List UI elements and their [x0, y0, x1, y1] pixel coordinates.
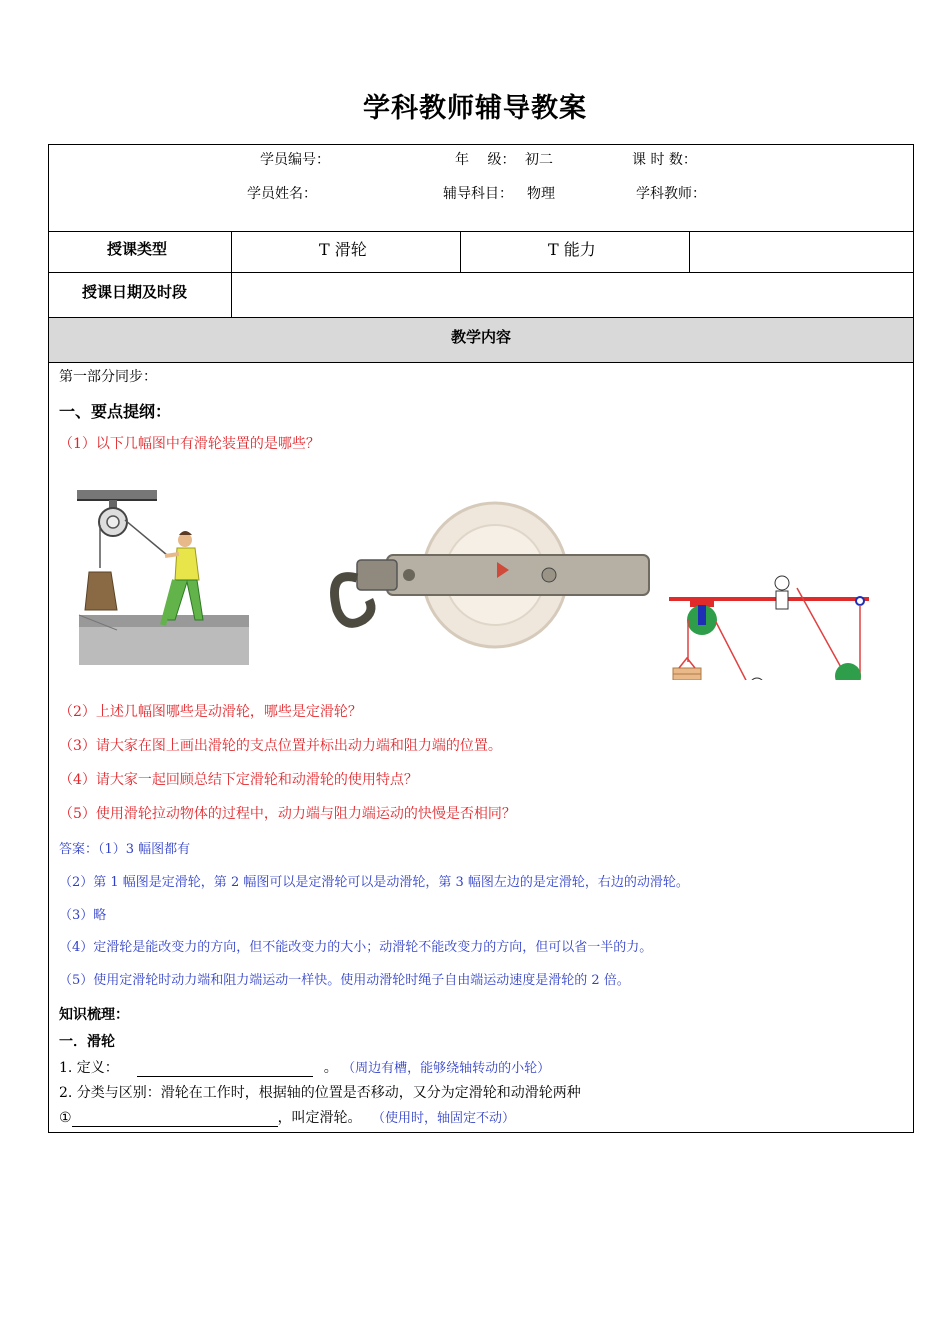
- definition-blank: [137, 1062, 313, 1077]
- knowledge-heading: 知识梳理：: [59, 1007, 129, 1023]
- answer-2: （2）第 1 幅图是定滑轮，第 2 幅图可以是定滑轮可以是动滑轮，第 3 幅图左边的是定滑轮，右边的动滑轮。: [59, 875, 689, 890]
- part-one-label: 第一部分同步：: [59, 369, 157, 385]
- answer-3: （3）略: [59, 908, 107, 923]
- fixed-pulley-blank: [72, 1112, 278, 1127]
- definition-end: 。: [323, 1060, 338, 1076]
- section-pulley-heading: 一．滑轮: [59, 1034, 115, 1050]
- heading-outline: 一、要点提纲：: [59, 402, 172, 421]
- student-id-label: 学员编号：: [260, 152, 330, 168]
- question-3: （3）请大家在图上画出滑轮的支点位置并标出动力端和阻力端的位置。: [59, 738, 502, 754]
- divider: [689, 231, 690, 272]
- type-label: 授课类型: [107, 240, 168, 258]
- subject-label: 辅导科目：: [443, 186, 513, 202]
- page-title: 学科教师辅导教案: [363, 93, 587, 124]
- type-value-2: T 能力: [548, 240, 596, 259]
- fixed-pulley-line: [59, 1107, 515, 1127]
- answer-4: （4）定滑轮是能改变力的方向，但不能改变力的大小；动滑轮不能改变力的方向，但可以省一半的力。: [59, 940, 653, 955]
- fixed-pulley-suffix: ，叫定滑轮。: [277, 1110, 362, 1126]
- question-5: （5）使用滑轮拉动物体的过程中，动力端与阻力端运动的快慢是否相同？: [59, 806, 516, 822]
- teacher-label: 学科教师：: [636, 186, 706, 202]
- grade-value: 初二: [525, 152, 553, 168]
- figure-pulley-block: [335, 503, 650, 647]
- divider: [460, 231, 461, 272]
- divider: [49, 272, 913, 273]
- grade-label: 年 级：: [455, 152, 516, 168]
- divider: [49, 362, 913, 363]
- question-1: （1）以下几幅图中有滑轮装置的是哪些？: [59, 436, 320, 452]
- question-4: （4）请大家一起回顾总结下定滑轮和动滑轮的使用特点？: [59, 772, 418, 788]
- question-2: （2）上述几幅图哪些是动滑轮，哪些是定滑轮？: [59, 704, 362, 720]
- answer-1: 答案：（1）3 幅图都有: [59, 842, 191, 857]
- definition-prefix: 1. 定义：: [59, 1060, 119, 1076]
- definition-hint: （周边有槽，能够绕轴转动的小轮）: [342, 1061, 551, 1076]
- pulley-figures: [57, 470, 897, 680]
- hours-label: 课 时 数：: [632, 152, 697, 168]
- figure-pulley-diagram: [669, 576, 869, 680]
- content-label: 教学内容: [450, 328, 511, 346]
- date-label: 授课日期及时段: [82, 283, 188, 301]
- figure-fixed-pulley-person: [77, 490, 249, 665]
- divider: [49, 231, 913, 232]
- fixed-pulley-hint: （使用时，轴固定不动）: [372, 1111, 516, 1126]
- student-name-label: 学员姓名：: [247, 186, 317, 202]
- answer-5: （5）使用定滑轮时动力端和阻力端运动一样快。使用动滑轮时绳子自由端运动速度是滑轮的 2 倍。: [59, 973, 630, 988]
- fixed-pulley-prefix: ①: [59, 1110, 72, 1126]
- subject-value: 物理: [527, 186, 555, 202]
- lesson-plan-table: [48, 144, 914, 1133]
- divider: [231, 231, 232, 317]
- type-value-1: T 滑轮: [319, 240, 367, 259]
- classification-line: 2. 分类与区别：滑轮在工作时，根据轴的位置是否移动，又分为定滑轮和动滑轮两种: [59, 1085, 581, 1101]
- definition-line: [59, 1057, 550, 1077]
